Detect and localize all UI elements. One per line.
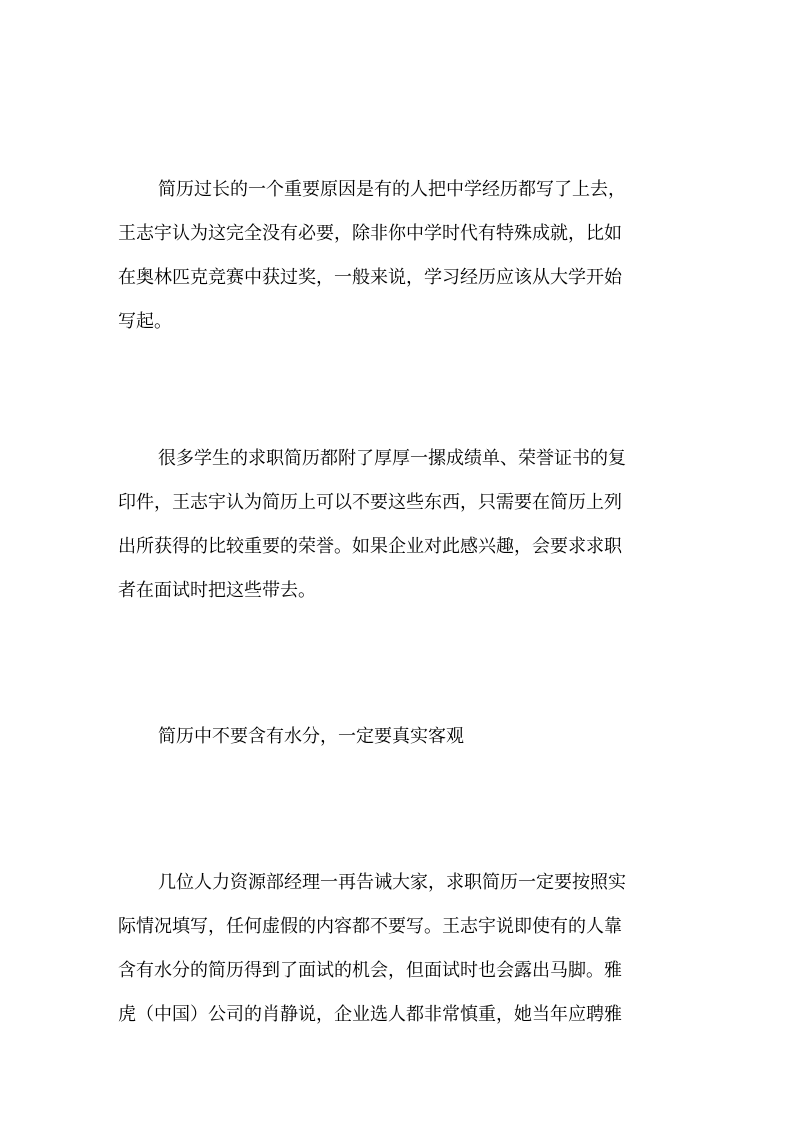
paragraph-line: 印件，王志宇认为简历上可以不要这些东西，只需要在简历上列 (118, 492, 622, 513)
paragraph-line: 者在面试时把这些带去。 (118, 580, 316, 601)
heading-line: 简历中不要含有水分，一定要真实客观 (158, 726, 464, 747)
paragraph-line: 含有水分的简历得到了面试的机会，但面试时也会露出马脚。雅 (118, 960, 622, 981)
paragraph-line: 虎（中国）公司的肖静说，企业选人都非常慎重，她当年应聘雅 (118, 1004, 622, 1025)
paragraph-truthfulness (118, 861, 680, 1037)
section-heading-truthfulness (118, 715, 680, 759)
paragraph-line: 很多学生的求职简历都附了厚厚一摞成绩单、荣誉证书的复 (158, 448, 626, 469)
paragraph-line: 写起。 (118, 311, 172, 332)
paragraph-line: 几位人力资源部经理一再告诫大家，求职简历一定要按照实 (158, 872, 626, 893)
paragraph-line: 出所获得的比较重要的荣誉。如果企业对此感兴趣，会要求求职 (118, 536, 622, 557)
paragraph-line: 际情况填写，任何虚假的内容都不要写。王志宇说即使有的人靠 (118, 916, 622, 937)
paragraph-line: 王志宇认为这完全没有必要，除非你中学时代有特殊成就，比如 (118, 223, 622, 244)
paragraph-line: 简历过长的一个重要原因是有的人把中学经历都写了上去， (158, 179, 626, 200)
paragraph-resume-length (118, 168, 680, 344)
paragraph-line: 在奥林匹克竞赛中获过奖，一般来说，学习经历应该从大学开始 (118, 267, 622, 288)
paragraph-attachments (118, 437, 680, 613)
